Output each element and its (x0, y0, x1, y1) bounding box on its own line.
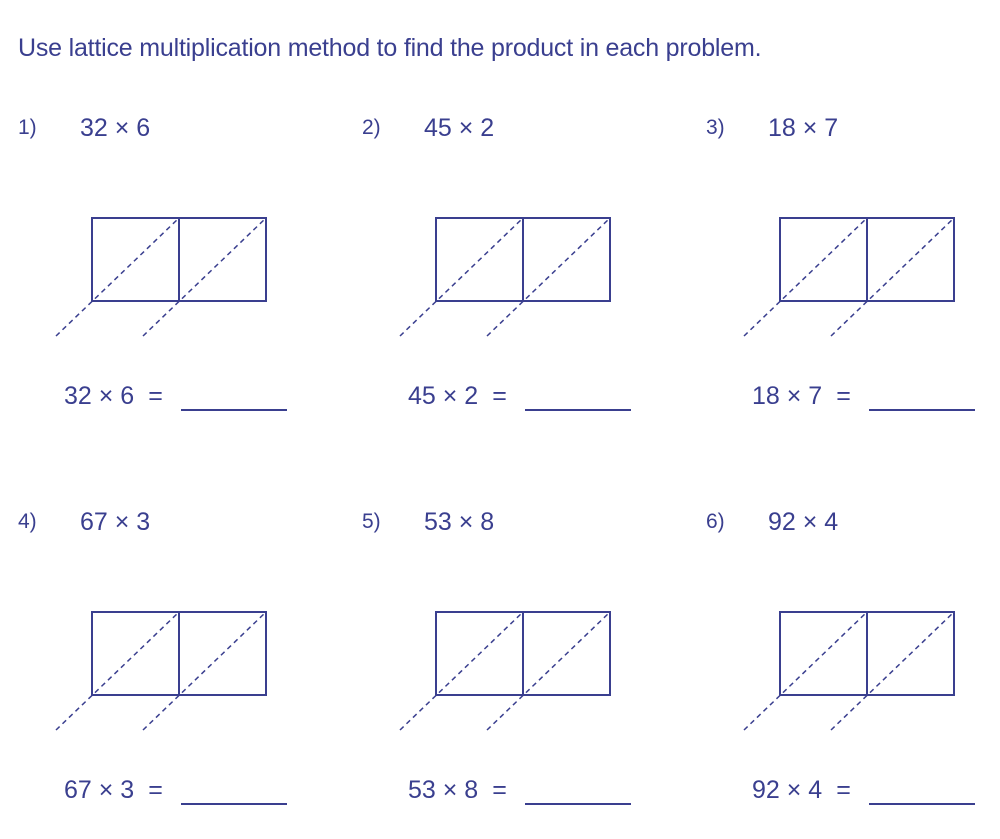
answer-blank[interactable] (869, 385, 975, 411)
answer-blank[interactable] (525, 779, 631, 805)
equals-sign: = (836, 776, 851, 804)
problem-number: 4) (18, 510, 37, 533)
problem-expression: 53 × 8 (424, 508, 495, 536)
answer-row (752, 776, 975, 805)
problem-number: 2) (362, 116, 381, 139)
answer-row (64, 776, 287, 805)
answer-equation: 45 × 2 (408, 382, 479, 410)
answer-row (408, 382, 631, 411)
lattice-grid (392, 206, 632, 346)
lattice-grid (48, 600, 288, 740)
equals-sign: = (836, 382, 851, 410)
lattice-grid (48, 206, 288, 346)
answer-equation: 92 × 4 (752, 776, 823, 804)
equals-sign: = (492, 776, 507, 804)
equals-sign: = (148, 382, 163, 410)
problem-2 (362, 116, 682, 436)
answer-blank[interactable] (525, 385, 631, 411)
lattice-diagonal-left (744, 612, 867, 730)
lattice-diagonal-left (400, 612, 523, 730)
problem-3 (706, 116, 1000, 436)
problem-number: 3) (706, 116, 725, 139)
answer-equation: 18 × 7 (752, 382, 823, 410)
problem-number: 1) (18, 116, 37, 139)
problem-6 (706, 510, 1000, 830)
lattice-grid (392, 600, 632, 740)
answer-blank[interactable] (181, 779, 287, 805)
problem-1 (18, 116, 338, 436)
instruction-heading: Use lattice multiplication method to find the product in each problem. (18, 34, 762, 62)
problem-4 (18, 510, 338, 830)
problem-expression: 92 × 4 (768, 508, 839, 536)
lattice-grid (736, 600, 976, 740)
answer-equation: 67 × 3 (64, 776, 135, 804)
answer-equation: 53 × 8 (408, 776, 479, 804)
answer-equation: 32 × 6 (64, 382, 135, 410)
answer-blank[interactable] (869, 779, 975, 805)
lattice-diagonal-left (744, 218, 867, 336)
equals-sign: = (148, 776, 163, 804)
problem-5 (362, 510, 682, 830)
problem-expression: 18 × 7 (768, 114, 839, 142)
answer-blank[interactable] (181, 385, 287, 411)
lattice-grid (736, 206, 976, 346)
equals-sign: = (492, 382, 507, 410)
answer-row (408, 776, 631, 805)
problem-number: 5) (362, 510, 381, 533)
lattice-diagonal-left (56, 612, 179, 730)
problem-expression: 32 × 6 (80, 114, 151, 142)
lattice-diagonal-left (56, 218, 179, 336)
lattice-diagonal-left (400, 218, 523, 336)
answer-row (64, 382, 287, 411)
answer-row (752, 382, 975, 411)
problem-number: 6) (706, 510, 725, 533)
problem-expression: 45 × 2 (424, 114, 495, 142)
problem-expression: 67 × 3 (80, 508, 151, 536)
